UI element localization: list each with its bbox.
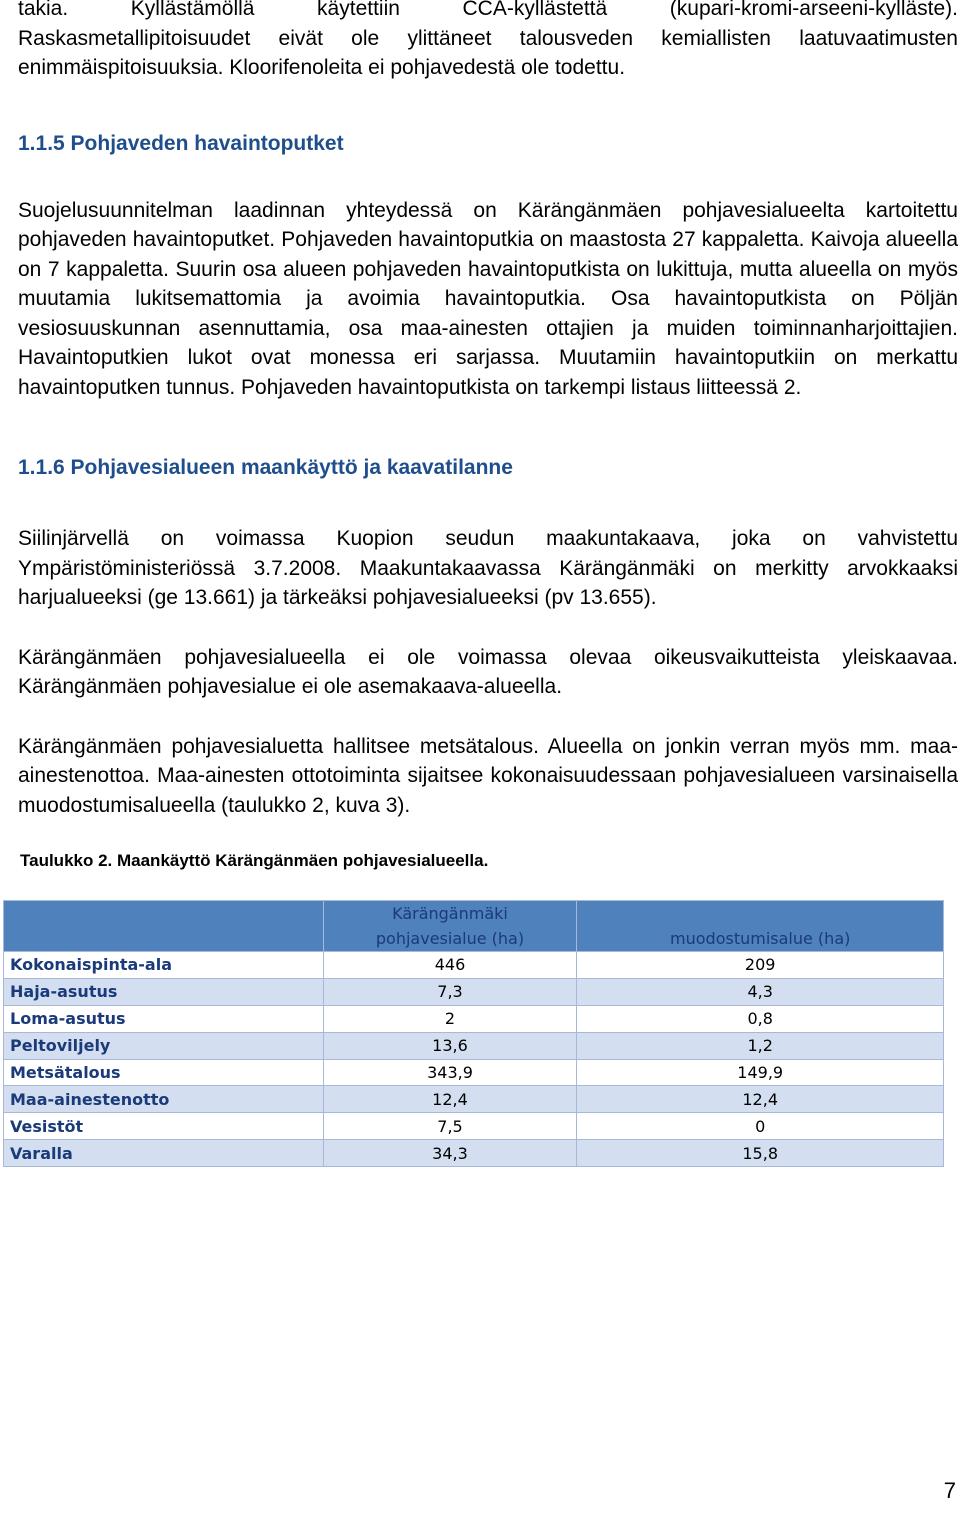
row-total-value: 12,4	[323, 1086, 577, 1113]
table-row	[4, 1005, 944, 1032]
row-total-value: 7,3	[323, 978, 577, 1005]
table-row	[4, 978, 944, 1005]
row-total-value: 2	[323, 1005, 577, 1032]
row-total-value: 7,5	[323, 1113, 577, 1140]
header-cell-empty	[4, 901, 324, 952]
header-groundwater-line1: Kärängänmäki	[392, 904, 508, 923]
section-heading-observation-wells: 1.1.5 Pohjaveden havaintoputket	[18, 131, 344, 155]
row-total-value: 34,3	[323, 1140, 577, 1167]
document-page	[18, 0, 958, 872]
row-formation-value: 0	[577, 1113, 944, 1140]
row-formation-value: 1,2	[577, 1032, 944, 1059]
paragraph-general-plan: Kärängänmäen pohjavesialueella ei ole voimassa olevaa oikeusvaikutteista yleiskaavaa. Kärängänmäen pohjavesialue ei ole asemakaava-alueella.	[18, 645, 958, 698]
row-formation-value: 0,8	[577, 1005, 944, 1032]
row-label: Kokonaispinta-ala	[4, 952, 324, 979]
row-label: Vesistöt	[4, 1113, 324, 1140]
header-groundwater-line2: pohjavesialue (ha)	[375, 929, 525, 948]
header-cell-formation-area: muodostumisalue (ha)	[577, 901, 944, 952]
row-total-value: 446	[323, 952, 577, 979]
row-formation-value: 15,8	[577, 1140, 944, 1167]
row-formation-value: 12,4	[577, 1086, 944, 1113]
table-row	[4, 1059, 944, 1086]
paragraph-regional-plan: Siilinjärvellä on voimassa Kuopion seudun maakuntakaava, joka on vahvistettu Ympäristöministeriössä 3.7.2008. Maakuntakaavassa Kärängänmäki on merkitty arvokkaaksi harjualueeksi (ge 13.661) ja tärkeäksi pohjavesialueeksi (pv 13.655).	[18, 527, 958, 609]
row-label: Varalla	[4, 1140, 324, 1167]
row-label: Loma-asutus	[4, 1005, 324, 1032]
table-row	[4, 1113, 944, 1140]
table-row	[4, 952, 944, 979]
row-formation-value: 209	[577, 952, 944, 979]
table-row	[4, 1140, 944, 1167]
table-caption: Taulukko 2. Maankäyttö Kärängänmäen pohjavesialueella.	[20, 851, 489, 870]
section-heading-land-use: 1.1.6 Pohjavesialueen maankäyttö ja kaavatilanne	[18, 456, 513, 479]
paragraph-forestry: Kärängänmäen pohjavesialuetta hallitsee metsätalous. Alueella on jonkin verran myös mm. maa-ainestenottoa. Maa-ainesten ottotoiminta sijaitsee kokonaisuudessaan pohjavesialueen varsinaisella muodostumisalueella (taulukko 2, kuva 3).	[18, 734, 958, 817]
row-label: Peltoviljely	[4, 1032, 324, 1059]
row-formation-value: 149,9	[577, 1059, 944, 1086]
land-use-table	[3, 900, 944, 1167]
paragraph-observation-wells: Suojelusuunnitelman laadinnan yhteydessä on Kärängänmäen pohjavesialueelta kartoitettu pohjaveden havaintoputket. Pohjaveden havaintoputkia on maastosta 27 kappaletta. Kaivoja alueella on 7 kappaletta. Suurin osa alueen pohjaveden havaintoputkista on lukittuja, mutta alueella on myös muutamia lukitsemattomia ja avoimia havaintoputkia. Osa havaintoputkista on Pöljän vesiosuuskunnan asennuttamia, osa maa-ainesten ottajien ja muiden toiminnanharjoittajien. Havaintoputkien lukot ovat monessa eri sarjassa. Muutamiin havaintoputkiin on merkattu havaintoputken tunnus. Pohjaveden havaintoputkista on tarkempi listaus liitteessä 2.	[18, 198, 958, 399]
row-label: Metsätalous	[4, 1059, 324, 1086]
header-cell-groundwater-area	[323, 901, 577, 952]
page-number: 7	[943, 1478, 956, 1503]
row-formation-value: 4,3	[577, 978, 944, 1005]
table-row	[4, 1032, 944, 1059]
row-label: Maa-ainestenotto	[4, 1086, 324, 1113]
row-total-value: 343,9	[323, 1059, 577, 1086]
row-total-value: 13,6	[323, 1032, 577, 1059]
row-label: Haja-asutus	[4, 978, 324, 1005]
table-row	[4, 1086, 944, 1113]
paragraph-heavy-metals: takia. Kyllästämöllä käytettiin CCA-kyllästettä (kupari-kromi-arseeni-kylläste). Raskasmetallipitoisuudet eivät ole ylittäneet talousveden kemiallisten laatuvaatimusten enimmäispitoisuuksia. Kloorifenoleita ei pohjavedestä ole todettu.	[18, 0, 958, 79]
table-header-row	[4, 901, 944, 952]
